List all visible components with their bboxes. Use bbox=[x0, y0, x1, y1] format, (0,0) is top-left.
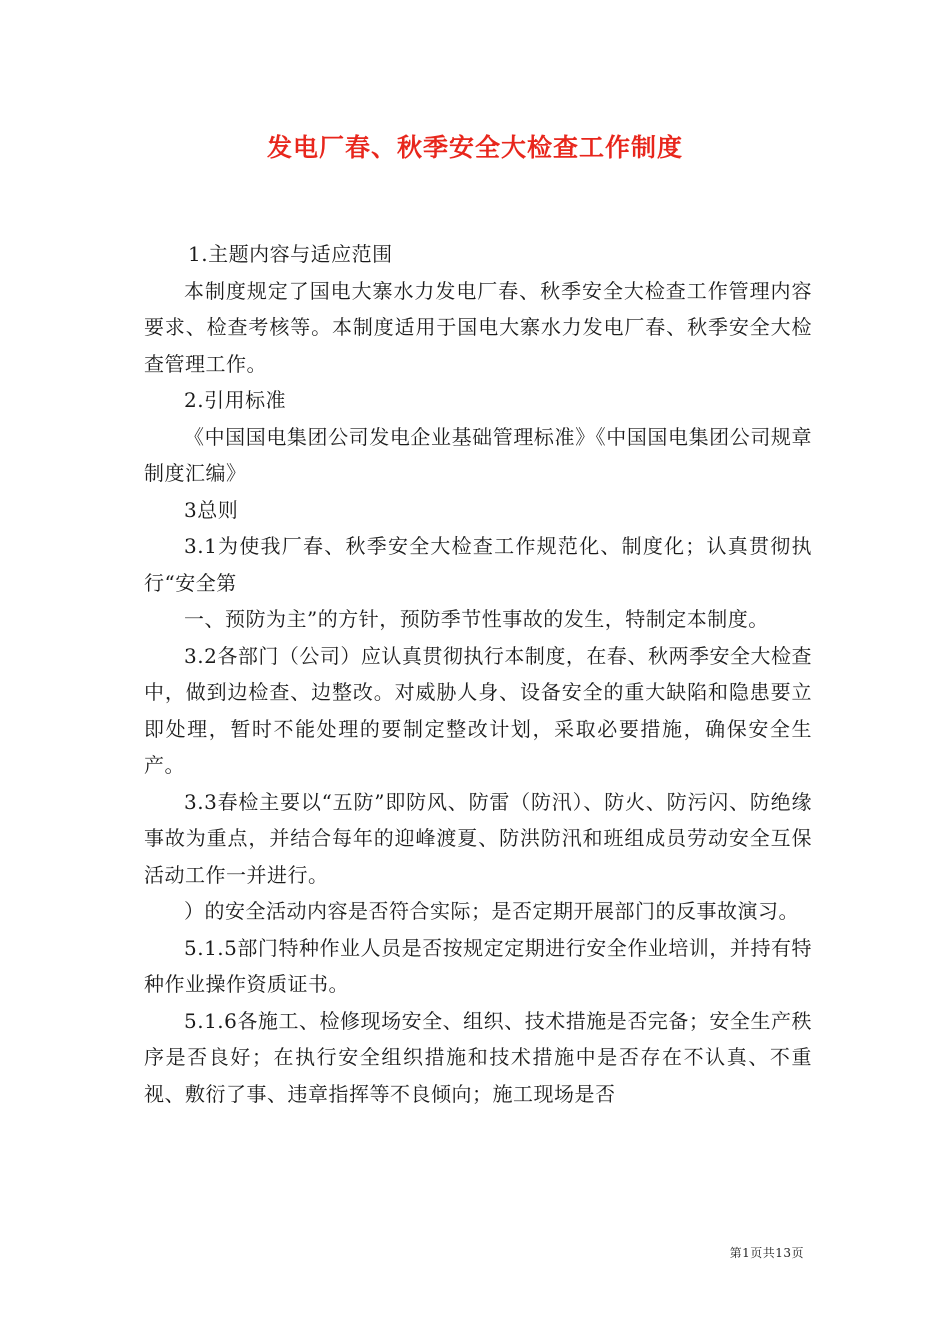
paragraph-standards: 《中国国电集团公司发电企业基础管理标准》《中国国电集团公司规章制度汇编》 bbox=[144, 424, 812, 485]
paragraph-3-1: 3.1为使我厂春、秋季安全大检查工作规范化、制度化；认真贯彻执行“安全第 bbox=[144, 534, 812, 595]
paragraph-5-1-5: 5.1.5部门特种作业人员是否按规定定期进行安全作业培训，并持有特种作业操作资质证书。 bbox=[144, 935, 812, 996]
paragraph-3-3: 3.3春检主要以“五防”即防风、防雷（防汛）、防火、防污闪、防绝缘事故为重点，并结合每年的迎峰渡夏、防洪防汛和班组成员劳动安全互保活动工作一并进行。 bbox=[144, 789, 812, 887]
paragraph-3-1-continued: 一、预防为主”的方针，预防季节性事故的发生，特制定本制度。 bbox=[184, 607, 769, 631]
document-body bbox=[144, 236, 812, 1112]
page-number: 第1页共13页 bbox=[729, 1246, 804, 1260]
paragraph-5-1-6: 5.1.6各施工、检修现场安全、组织、技术措施是否完备；安全生产秩序是否良好；在执行安全组织措施和技术措施中是否存在不认真、不重视、敷衍了事、违章指挥等不良倾向；施工现场是否 bbox=[144, 1008, 812, 1106]
section-heading-scope: 1.主题内容与适应范围 bbox=[188, 242, 393, 266]
section-heading-general: 3总则 bbox=[184, 497, 239, 522]
section-heading-standards: 2.引用标准 bbox=[184, 388, 287, 412]
paragraph-3-2: 3.2各部门（公司）应认真贯彻执行本制度，在春、秋两季安全大检查中，做到边检查、边整改。对威胁人身、设备安全的重大缺陷和隐患要立即处理，暂时不能处理的要制定整改计划，采取必要措施，确保安全生产。 bbox=[144, 643, 812, 777]
paragraph-scope: 本制度规定了国电大寨水力发电厂春、秋季安全大检查工作管理内容要求、检查考核等。本制度适用于国电大寨水力发电厂春、秋季安全大检查管理工作。 bbox=[144, 278, 812, 376]
document-title: 发电厂春、秋季安全大检查工作制度 bbox=[266, 133, 683, 162]
paragraph-fragment: ）的安全活动内容是否符合实际；是否定期开展部门的反事故演习。 bbox=[184, 899, 799, 923]
